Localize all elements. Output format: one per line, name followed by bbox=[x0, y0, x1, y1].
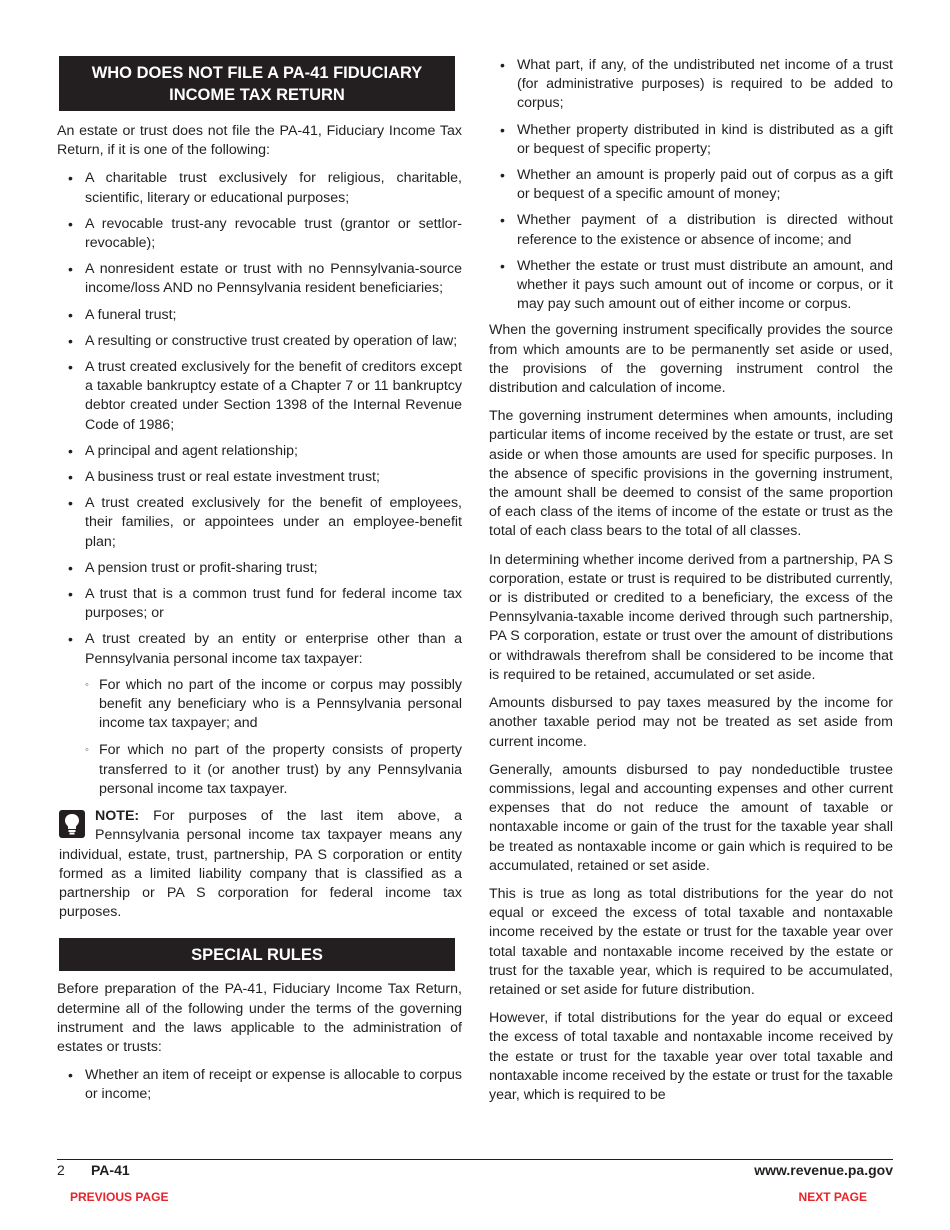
left-column bbox=[57, 56, 462, 1112]
list-item: • A nonresident estate or trust with no Pennsylvania-source income/loss AND no Pennsylvania resident beneficiaries; bbox=[57, 260, 462, 298]
sub-list-item: ◦ For which no part of the property consists of property transferred to it (or another trust) by any Pennsylvania personal income tax taxpayer. bbox=[85, 741, 462, 799]
not-file-list bbox=[57, 169, 462, 799]
list-item: • A trust that is a common trust fund for federal income tax purposes; or bbox=[57, 585, 462, 623]
paragraph: However, if total distributions for the year do equal or exceed the excess of total taxable and nontaxable income received by the estate or trust for the taxable year over total taxable and nontaxable income received by the estate or trust for the taxable year, which is required to be bbox=[489, 1010, 893, 1103]
paragraph: The governing instrument determines when amounts, including particular items of income received by the estate or trust, are set aside or when those amounts are used for specific purposes. In the absence of specific provisions in the governing instrument, the amount shall be deemed to consist of the same proportion of each class of the items of income of the estate or trust as the total of each class bears to the total of all classes. bbox=[489, 408, 893, 540]
list-item: • A charitable trust exclusively for religious, charitable, scientific, literary or educational purposes; bbox=[57, 169, 462, 207]
special-rules-list-right bbox=[489, 56, 893, 314]
list-item: • A revocable trust-any revocable trust (grantor or settlor-revocable); bbox=[57, 215, 462, 253]
list-item: • A trust created exclusively for the benefit of employees, their families, or appointees under an employee-benefit plan; bbox=[57, 494, 462, 552]
sub-list-item: ◦ For which no part of the income or corpus may possibly benefit any beneficiary who is a Pennsylvania personal income tax taxpayer; and bbox=[85, 676, 462, 734]
right-column bbox=[489, 56, 893, 1114]
paragraph: Generally, amounts disbursed to pay nondeductible trustee commissions, legal and accounting expenses and other current expenses that do not reduce the amount of taxable or nontaxable income or gain of the trust for the taxable year shall be treated as nontaxable income or gain which is required to be accumulated, retained or set aside. bbox=[489, 761, 893, 874]
list-item-with-subitems bbox=[57, 630, 462, 799]
form-name: PA-41 bbox=[91, 1162, 130, 1178]
section-heading-special-rules: SPECIAL RULES bbox=[59, 938, 455, 971]
list-item: • Whether the estate or trust must distribute an amount, and whether it pays such amount out of income or corpus, or it may pay such amount out of either income or corpus. bbox=[489, 257, 893, 315]
section-heading-who-does-not-file: WHO DOES NOT FILE A PA-41 FIDUCIARY INCOME TAX RETURN bbox=[59, 56, 455, 111]
list-item: • A trust created exclusively for the benefit of creditors except a taxable bankruptcy estate of a Chapter 7 or 11 bankruptcy debtor created under Section 1398 of the Internal Revenue Code of 1986; bbox=[57, 358, 462, 435]
list-item: • A funeral trust; bbox=[57, 306, 462, 325]
list-item: • Whether an item of receipt or expense is allocable to corpus or income; bbox=[57, 1066, 462, 1104]
list-item: • Whether payment of a distribution is directed without reference to the existence or absence of income; and bbox=[489, 211, 893, 249]
list-item-text: A trust created by an entity or enterprise other than a Pennsylvania personal income tax taxpayer: bbox=[85, 631, 462, 667]
list-item: • A resulting or constructive trust created by operation of law; bbox=[57, 332, 462, 351]
footer-divider bbox=[57, 1159, 893, 1160]
special-rules-intro: Before preparation of the PA-41, Fiduciary Income Tax Return, determine all of the following under the terms of the governing instrument and the laws applicable to the administration of estates or trusts: bbox=[57, 981, 462, 1055]
page-number: 2 bbox=[57, 1162, 65, 1178]
intro-paragraph: An estate or trust does not file the PA-41, Fiduciary Income Tax Return, if it is one of the following: bbox=[57, 123, 462, 159]
previous-page-link[interactable]: PREVIOUS PAGE bbox=[70, 1190, 169, 1204]
paragraph: In determining whether income derived from a partnership, PA S corporation, estate or trust is required to be distributed currently, or is distributed or credited to a beneficiary, the excess of the Pennsylvania-taxable income derived through such partnership, PA S corporation, estate or trust over the amount of distributions or withdrawals therefrom shall be considered to be income that is required to be retained, accumulated or set aside. bbox=[489, 551, 893, 683]
paragraph: This is true as long as total distributions for the year do not equal or exceed the excess of total taxable and nontaxable income received by the estate or trust for the taxable year over total taxable and nontaxable income received by the estate or trust for the taxable year, which is required to be accumulated, retained or set aside for future distribution. bbox=[489, 885, 893, 998]
list-item: • Whether an amount is properly paid out of corpus as a gift or bequest of a specific amount of money; bbox=[489, 166, 893, 204]
paragraph: Amounts disbursed to pay taxes measured by the income for another taxable period may not be treated as set aside from current income. bbox=[489, 695, 893, 750]
sub-list bbox=[85, 676, 462, 799]
list-item: • A business trust or real estate investment trust; bbox=[57, 468, 462, 487]
list-item: • Whether property distributed in kind is distributed as a gift or bequest of specific property; bbox=[489, 121, 893, 159]
note-block bbox=[59, 807, 462, 922]
list-item: • A pension trust or profit-sharing trust; bbox=[57, 559, 462, 578]
note-label: NOTE: bbox=[95, 808, 140, 825]
paragraph: When the governing instrument specifically provides the source from which amounts are to be permanently set aside or used, the provisions of the governing instrument control the distribution and calculation of income. bbox=[489, 322, 893, 397]
next-page-link[interactable]: NEXT PAGE bbox=[798, 1190, 867, 1204]
note-text: For purposes of the last item above, a Pennsylvania personal income tax taxpayer means any individual, estate, trust, partnership, PA S corporation or entity formed as a limited liability company that is classified as a partnership or PA S corporation for federal income tax purposes. bbox=[59, 808, 462, 921]
website-link[interactable]: www.revenue.pa.gov bbox=[754, 1162, 893, 1178]
special-rules-list-left bbox=[57, 1066, 462, 1104]
page-footer bbox=[57, 1162, 893, 1180]
list-item: • What part, if any, of the undistributed net income of a trust (for administrative purposes) is required to be added to corpus; bbox=[489, 56, 893, 114]
list-item: • A principal and agent relationship; bbox=[57, 442, 462, 461]
lightbulb-icon bbox=[59, 810, 85, 838]
